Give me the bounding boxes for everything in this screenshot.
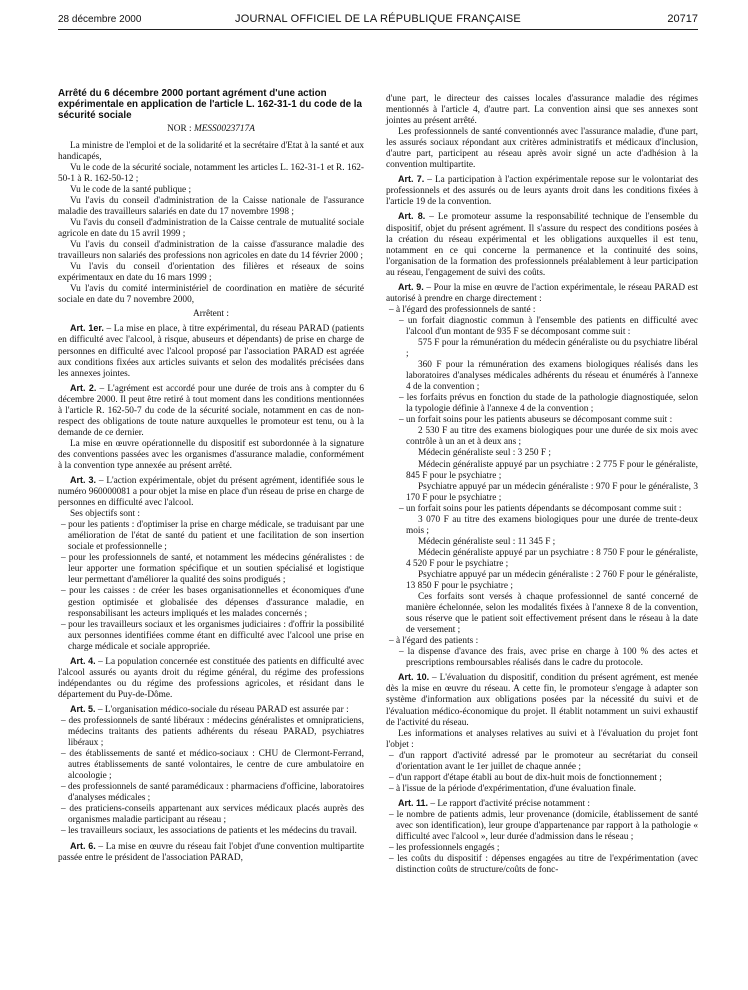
paragraph: Ses objectifs sont :	[70, 509, 140, 520]
list-item: – à l'égard des patients :	[389, 636, 479, 647]
list-item: – des professionnels de santé libéraux : médecins généralistes et omnipraticiens, médecins traitants des patients adhérents du réseau PARAD, psychiatres libéraux ;	[61, 716, 364, 749]
sub-paragraph: Ces forfaits sont versés à chaque professionnel de santé concerné de manière échelonnée, selon les modalités fixées à l'annexe 8 de la convention, sous réserve que le patient soit effectivement présent dans le réseau à la date de versement ;	[406, 592, 698, 636]
sub-list-item: – les forfaits prévus en fonction du stade de la pathologie diagnostiquée, selon la typologie définie à l'annexe 4 de la convention ;	[399, 393, 698, 415]
list-item: – les travailleurs sociaux, les associations de patients et les médecins du travail.	[61, 826, 357, 837]
article-number: Art. 11.	[398, 797, 429, 808]
header-rule	[58, 29, 698, 30]
article-text: – Le rapport d'activité précise notamment :	[428, 798, 591, 809]
paragraph: Vu l'avis du conseil d'administration de la caisse d'assurance maladie des travailleurs non salariés des professions non agricoles en date du 14 février 2000 ;	[58, 240, 364, 262]
article-number: Art. 8.	[398, 211, 426, 222]
right-column	[386, 94, 698, 876]
list-item: – à l'issue de la période d'expérimentation, d'une évaluation finale.	[389, 783, 636, 794]
sub-list-item: – un forfait diagnostic commun à l'ensemble des patients en difficulté avec l'alcool d'un montant de 935 F se décomposant comme suit :	[399, 315, 698, 337]
sub-paragraph: Psychiatre appuyé par un médecin généraliste : 970 F pour le généraliste, 3 170 F pour le psychiatre ;	[406, 481, 698, 503]
list-item: – d'un rapport d'étape établi au bout de dix-huit mois de fonctionnement ;	[389, 772, 662, 783]
page-header	[58, 12, 698, 30]
article-paragraph	[58, 383, 364, 439]
article-number: Art. 4.	[70, 655, 96, 666]
article-text: – L'agrément est accordé pour une durée de trois ans à compter du 6 décembre 2000. Il peut être retiré à tout moment dans les conditions mentionnées à l'article R. 162-50-7 du code de la sécurité sociale, notamment en cas de non-respect des obligations de toute nature auxquelles le promoteur est tenu, ou à la demande de ce dernier.	[58, 383, 364, 438]
article-text: – Le promoteur assume la responsabilité technique de l'ensemble du dispositif, objet du présent agrément. Il s'assure du respect des conditions posées à la création du réseau expérimental et les obligations auxquelles il est tenu, notamment en ce qui concerne la permanence et la continuité des soins, l'organisation de la formation des professionnels préalablement à leur participation au réseau, l'engagement de suivi des coûts.	[386, 212, 698, 278]
article-paragraph	[58, 656, 364, 701]
list-item: – les coûts du dispositif : dépenses engagées au titre de l'expérimentation (avec distinction coûts de structure/coûts de fonc-	[389, 854, 698, 876]
article-text: – La participation à l'action expérimentale repose sur le volontariat des professionnels et des assurés ou de leurs ayants droit dans les conditions fixées à l'article 19 de la convention.	[386, 175, 698, 208]
nor-code: MESS0023717A	[193, 123, 255, 134]
paragraph: Vu l'avis du conseil d'administration de la Caisse centrale de mutualité sociale agricole en date du 15 avril 1999 ;	[58, 217, 364, 240]
list-item: – pour les travailleurs sociaux et les organismes judiciaires : d'offrir la possibilité aux personnes identifiées comme étant en difficulté avec l'alcool une prise en charge médicale et sociale appropriée.	[61, 619, 364, 652]
decree-heading: Arrêtent :	[193, 309, 229, 320]
article-paragraph	[58, 475, 364, 509]
article-paragraph	[58, 841, 364, 864]
article-text: – La population concernée est constituée des patients en difficulté avec l'alcool assurés ou ayants droit du régime général, du régime des professions indépendantes ou du régime des professions agricoles, et résidant dans le département du Puy-de-Dôme.	[58, 656, 364, 700]
sub-paragraph: Médecin généraliste appuyé par un psychiatre : 2 775 F pour le généraliste, 845 F pour le psychiatre ;	[406, 459, 698, 481]
sub-paragraph: Psychiatre appuyé par un médecin généraliste : 2 760 F pour le généraliste, 13 850 F pour le psychiatre ;	[406, 569, 698, 592]
nor-label: NOR :	[167, 123, 194, 134]
paragraph: Vu l'avis du conseil d'administration de la Caisse nationale de l'assurance maladie des travailleurs salariés en date du 17 novembre 1998 ;	[58, 195, 364, 217]
article-number: Art. 2.	[70, 382, 97, 393]
sub-paragraph: 575 F pour la rémunération du médecin généraliste ou du psychiatre libéral ;	[406, 337, 698, 360]
sub-paragraph: 360 F pour la rémunération des examens biologiques réalisés dans les laboratoires d'analyses médicales adhérents du réseau et énumérés à l'annexe 4 de la convention ;	[406, 360, 698, 393]
left-column	[58, 88, 364, 864]
article-text: – L'action expérimentale, objet du présent agrément, identifiée sous le numéro 960000081 a pour objet la mise en place d'un réseau de prise en charge de personnes en difficulté avec l'alcool.	[58, 476, 364, 509]
article-number: Art. 7.	[398, 174, 425, 185]
sub-list-item: – un forfait soins pour les patients dépendants se décomposant comme suit :	[399, 503, 682, 514]
list-item: – le nombre de patients admis, leur provenance (domicile, établissement de santé avec son identification), leur groupe d'appartenance par rapport à la pathologie « difficulté avec l'alcool », leur durée d'admission dans le réseau ;	[389, 809, 698, 843]
nor-reference	[58, 124, 364, 135]
paragraph: La mise en œuvre opérationnelle du dispositif est subordonnée à la signature des conventions passées avec les organismes d'assurance maladie, conformément à la convention type annexée au présent arrêté.	[58, 438, 364, 471]
paragraph: Les informations et analyses relatives au suivi et à l'évaluation du projet font l'objet :	[386, 728, 698, 750]
article-text: – La mise en place, à titre expérimental, du réseau PARAD (patients en difficulté avec l'alcool, à risque, abuseurs et dépendants) de prise en charge de personnes en difficulté avec l'alcool proposé par l'association PARAD est agréée aux conditions fixées aux articles suivants et selon des modalités précisées dans les annexes jointes.	[58, 324, 364, 379]
list-item: – les professionnels engagés ;	[389, 843, 500, 854]
paragraph: d'une part, le directeur des caisses locales d'assurance maladie des régimes mentionnés à l'article 4, d'autre part. La convention ainsi que ses annexes sont jointes au présent arrêté.	[386, 94, 698, 127]
paragraph: Vu le code de la sécurité sociale, notamment les articles L. 162-31-1 et R. 162-50-1 à R. 162-50-12 ;	[58, 162, 364, 184]
article-paragraph	[386, 174, 698, 208]
article-number: Art. 1er.	[70, 323, 104, 334]
sub-paragraph: Médecin généraliste appuyé par un psychiatre : 8 750 F pour le généraliste, 4 520 F pour le psychiatre ;	[406, 547, 698, 569]
list-item: – des établissements de santé et médico-sociaux : CHU de Clermont-Ferrand, autres établissements de santé volontaires, le centre de cure ambulatoire en alcoologie ;	[61, 749, 364, 782]
article-paragraph	[386, 798, 698, 810]
article-paragraph	[58, 323, 364, 379]
article-number: Art. 5.	[70, 703, 96, 714]
article-number: Art. 3.	[70, 475, 97, 486]
list-item: – des professionnels de santé paramédicaux : pharmaciens d'officine, laboratoires d'analyses médicales ;	[61, 782, 364, 804]
article-text: – La mise en œuvre du réseau fait l'objet d'une convention multipartite passée entre le président de l'association PARAD,	[58, 841, 364, 863]
sub-paragraph: 2 530 F au titre des examens biologiques pour une durée de six mois avec contrôle à un an et à deux ans ;	[406, 426, 698, 448]
paragraph: Vu l'avis du conseil d'orientation des filières et réseaux de soins expérimentaux en date du 16 mars 1999 ;	[58, 262, 364, 284]
article-text: – L'organisation médico-sociale du réseau PARAD est assurée par :	[95, 704, 349, 715]
sub-paragraph: 3 070 F au titre des examens biologiques pour une durée de trente-deux mois ;	[406, 514, 698, 536]
list-item: – d'un rapport d'activité adressé par le promoteur au secrétariat du conseil d'orientation avant le 1er juillet de chaque année ;	[389, 750, 698, 772]
decree-title: Arrêté du 6 décembre 2000 portant agrément d'une action expérimentale en application de l'article L. 162-31-1 du code de la sécurité sociale	[58, 88, 362, 122]
paragraph: Vu le code de la santé publique ;	[70, 184, 192, 195]
paragraph: Vu l'avis du comité interministériel de coordination en matière de sécurité sociale en date du 7 novembre 2000,	[58, 284, 364, 306]
sub-paragraph: Médecin généraliste seul : 11 345 F ;	[418, 536, 556, 547]
article-paragraph	[58, 704, 364, 716]
article-number: Art. 6.	[70, 840, 96, 851]
paragraph: La ministre de l'emploi et de la solidarité et la secrétaire d'Etat à la santé et aux handicapés,	[58, 140, 364, 162]
article-paragraph	[386, 282, 698, 305]
header-journal-title: JOURNAL OFFICIEL DE LA RÉPUBLIQUE FRANÇAISE	[235, 13, 521, 25]
article-paragraph	[386, 672, 698, 728]
article-text: – L'évaluation du dispositif, condition du présent agrément, est menée dès la mise en œuvre du réseau. A cette fin, le promoteur s'engage à adapter son système d'information aux obligations posées par la nécessité du suivi et de l'évaluation médico-économique du projet. Il établit notamment un suivi exhaustif de l'activité du réseau.	[386, 673, 698, 728]
list-item: – pour les caisses : de créer les bases organisationnelles et économiques d'une gestion optimisée et globalisée des dépenses d'assurance maladie, en responsabilisant les acteurs impliqués et les malades concernés ;	[61, 586, 364, 619]
list-item: – à l'égard des professionnels de santé :	[389, 304, 536, 315]
list-item: – des praticiens-conseils appartenant aux services médicaux placés auprès des organismes maladie participant au réseau ;	[61, 804, 364, 826]
list-item: – pour les patients : d'optimiser la prise en charge médicale, se traduisant par une amélioration de l'état de santé du patient et une facilitation de son insertion sociale et professionnelle ;	[61, 520, 364, 553]
header-date: 28 décembre 2000	[58, 14, 142, 25]
article-number: Art. 10.	[398, 672, 430, 683]
paragraph: Les professionnels de santé conventionnés avec l'assurance maladie, d'une part, les assurés sociaux répondant aux critères administratifs et médicaux d'inclusion, d'autre part, participent au réseau après avoir signé un acte d'adhésion à la convention multipartite.	[386, 127, 698, 171]
sub-list-item: – un forfait soins pour les patients abuseurs se décomposant comme suit :	[399, 415, 673, 426]
article-paragraph	[386, 211, 698, 278]
sub-paragraph: Médecin généraliste seul : 3 250 F ;	[418, 448, 551, 459]
article-number: Art. 9.	[398, 281, 424, 292]
article-text: – Pour la mise en œuvre de l'action expérimentale, le réseau PARAD est autorisé à prendre en charge directement :	[386, 282, 698, 304]
list-item: – pour les professionnels de santé, et notamment les médecins généralistes : de leur apporter une formation spécifique et un soutien spécialisé et logistique leur permettant d'améliorer la qualité des soins prodigués ;	[61, 553, 364, 586]
sub-list-item: – la dispense d'avance des frais, avec prise en charge à 100 % des actes et prescriptions remboursables réalisés dans le cadre du protocole.	[399, 647, 698, 669]
header-page-number: 20717	[667, 13, 698, 25]
